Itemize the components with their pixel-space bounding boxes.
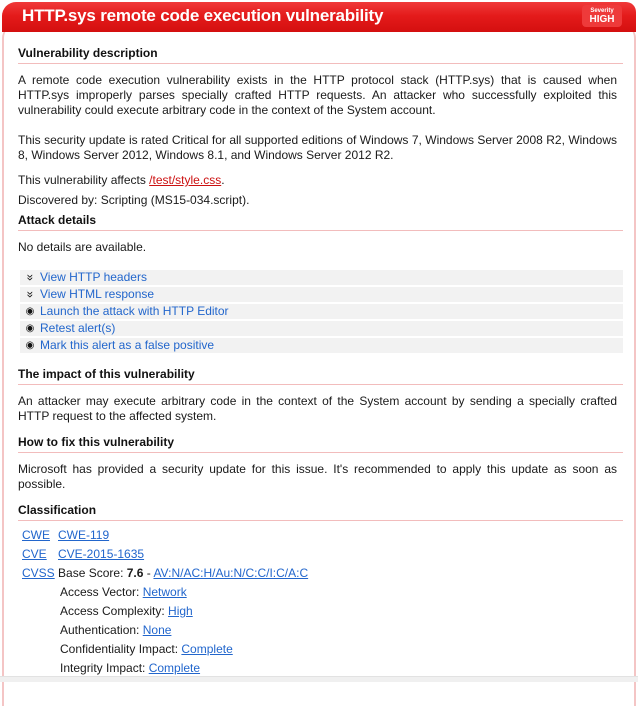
affects-line (18, 173, 225, 187)
cvss-base-score: 7.6 (126, 566, 144, 580)
access-vector-link[interactable]: Network (142, 585, 187, 599)
cvss-access-vector (60, 585, 187, 599)
retest-alerts-label[interactable]: Retest alert(s) (40, 321, 116, 335)
cvss-base-label: Base Score: (58, 566, 127, 580)
view-html-response-button[interactable] (20, 287, 623, 302)
severity-badge (582, 5, 622, 27)
severity-label: Severity (590, 8, 614, 14)
radio-dot-icon: ◉ (25, 340, 35, 351)
classification-cvss-row (22, 566, 308, 580)
cvss-integrity-impact (60, 661, 200, 675)
classification-cwe-row (22, 528, 109, 542)
cve-value-link[interactable]: CVE-2015-1635 (58, 547, 145, 561)
cve-key-link[interactable]: CVE (22, 547, 47, 561)
cvss-vector-link[interactable]: AV:N/AC:H/Au:N/C:C/I:C/A:C (153, 566, 309, 580)
classification-cve-row (22, 547, 144, 561)
description-paragraph-2: This security update is rated Critical for all supported editions of Windows 7, Windows Server 2008 R2, Windows 8, Windows Server 2012, Windows 8.1, and Windows Server 2012 R2. (18, 133, 617, 162)
horizontal-scrollbar[interactable] (0, 676, 638, 682)
fix-text: Microsoft has provided a security update for this issue. It's recommended to apply this update as soon as possible. (18, 462, 617, 491)
integrity-impact-link[interactable]: Complete (148, 661, 201, 675)
affects-prefix: This vulnerability affects (18, 173, 150, 187)
section-heading-attack: Attack details (18, 213, 623, 231)
cvss-item-label: Access Vector: (60, 585, 143, 599)
view-http-headers-label[interactable]: View HTTP headers (40, 270, 147, 284)
radio-dot-icon: ◉ (25, 323, 35, 334)
cvss-item-label: Access Complexity: (60, 604, 169, 618)
cvss-separator: - (143, 566, 154, 580)
access-complexity-link[interactable]: High (168, 604, 193, 618)
section-heading-impact: The impact of this vulnerability (18, 367, 623, 385)
cvss-confidentiality-impact (60, 642, 233, 656)
mark-false-positive-button[interactable] (20, 338, 623, 353)
cvss-authentication (60, 623, 171, 637)
alert-title: HTTP.sys remote code execution vulnerability (22, 6, 384, 25)
cwe-key-link[interactable]: CWE (22, 528, 50, 542)
launch-attack-http-editor-button[interactable] (20, 304, 623, 319)
discovered-by: Discovered by: Scripting (MS15-034.script). (18, 193, 250, 207)
description-paragraph-1: A remote code execution vulnerability exists in the HTTP protocol stack (HTTP.sys) that is caused when HTTP.sys improperly parses specially crafted HTTP requests. An attacker who successfully exploited this vulnerability could execute arbitrary code in the context of the System account. (18, 73, 617, 117)
chevrons-down-icon: » (23, 274, 38, 281)
cvss-item-label: Integrity Impact: (60, 661, 149, 675)
cwe-value-link[interactable]: CWE-119 (58, 528, 110, 542)
mark-false-positive-label[interactable]: Mark this alert as a false positive (40, 338, 215, 352)
launch-attack-label[interactable]: Launch the attack with HTTP Editor (40, 304, 229, 318)
affected-file-link[interactable]: /test/style.css (149, 173, 222, 187)
chevrons-down-icon: » (23, 291, 38, 298)
alert-header (2, 2, 636, 32)
retest-alerts-button[interactable] (20, 321, 623, 336)
section-heading-classification: Classification (18, 503, 623, 521)
section-heading-description: Vulnerability description (18, 46, 623, 64)
cvss-access-complexity (60, 604, 193, 618)
severity-value: HIGH (589, 14, 615, 25)
affects-suffix: . (221, 173, 225, 187)
radio-dot-icon: ◉ (25, 306, 35, 317)
confidentiality-impact-link[interactable]: Complete (181, 642, 233, 656)
cvss-key-link[interactable]: CVSS (22, 566, 55, 580)
section-heading-fix: How to fix this vulnerability (18, 435, 623, 453)
attack-details-text: No details are available. (18, 240, 147, 254)
view-html-response-label[interactable]: View HTML response (40, 287, 155, 301)
view-http-headers-button[interactable] (20, 270, 623, 285)
authentication-link[interactable]: None (142, 623, 172, 637)
cvss-item-label: Authentication: (60, 623, 143, 637)
impact-text: An attacker may execute arbitrary code in the context of the System account by sending a specially crafted HTTP request to the affected system. (18, 394, 617, 423)
cvss-item-label: Confidentiality Impact: (60, 642, 182, 656)
